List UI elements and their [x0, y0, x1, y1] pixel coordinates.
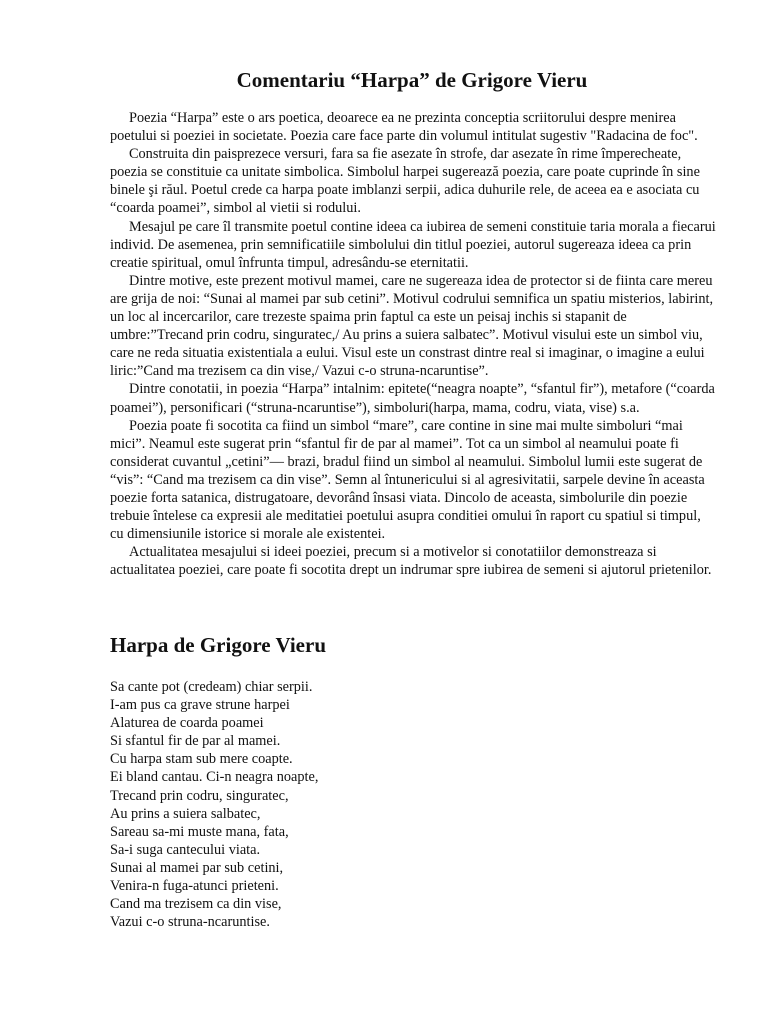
- essay-body: [110, 109, 716, 579]
- poem-line: Alaturea de coarda poamei: [110, 715, 264, 732]
- poem-title: Harpa de Grigore Vieru: [110, 633, 326, 657]
- poem-line: Sa cante pot (credeam) chiar serpii.: [110, 679, 313, 695]
- document-title: Comentariu “Harpa” de Grigore Vieru: [236, 68, 588, 92]
- essay-paragraph: Mesajul pe care îl transmite poetul contine ideea ca iubirea de semeni constituie taria morala a fiecarui individ. De asemenea, prin semnificatiile simbolului din titlul poeziei, autorul sugereaza ideea ca prin creatie spiritual, omul înfrunta timpul, adresându-se eternitatii.: [110, 218, 716, 271]
- essay-paragraph: Actualitatea mesajului si ideei poeziei, precum si a motivelor si conotatiilor demonstreaza si actualitatea poeziei, care poate fi socotita drept un indrumar spre iubirea de semeni si ajutorul prietenilor.: [110, 544, 712, 579]
- poem-line: Cu harpa stam sub mere coapte.: [110, 751, 293, 768]
- essay-paragraph: Poezia poate fi socotita ca fiind un simbol “mare”, care contine in sine mai multe simboluri “mai mici”. Neamul este sugerat prin “sfantul fir de par al mamei”. Tot ca un simbol al neamului poate fi considerat cuvantul „cetini”— brazi, bradul fiind un simbol al neamului. Simbolul lumii este sugerat de “vis”: “Cand ma trezisem ca din vise”. Semn al întunericului si al agresivitatii, sarpele devine în aceasta poezie forta satanica, distrugatoare, devorând însasi viata. Dincolo de aceasta, simbolurile din poezie trebuie întelese ca expresii ale meditatiei poetului asupra conditiei omului în raport cu spatiul si timpul, cu dimensiunile istorice si morale ale existentei.: [110, 417, 705, 543]
- poem-line: Au prins a suiera salbatec,: [110, 805, 261, 822]
- poem-body: [110, 678, 318, 931]
- poem-line: Cand ma trezisem ca din vise,: [110, 896, 282, 913]
- poem-line: Trecand prin codru, singuratec,: [110, 787, 289, 804]
- essay-paragraph: Dintre conotatii, in poezia “Harpa” intalnim: epitete(“neagra noapte”, “sfantul fir”), metafore (“coarda poamei”), personificari (“struna-ncaruntise”), simboluri(harpa, mama, codru, viata, vise) s.a.: [110, 381, 715, 416]
- poem-line: Vazui c-o struna-ncaruntise.: [110, 914, 270, 931]
- poem-line: I-am pus ca grave strune harpei: [110, 697, 290, 714]
- poem-line: Ei bland cantau. Ci-n neagra noapte,: [110, 769, 319, 786]
- essay-paragraph: Poezia “Harpa” este o ars poetica, deoarece ea ne prezinta conceptia scriitorului despre menirea poetului si poeziei in societate. Poezia care face parte din volumul intitulat sugestiv "Radacina de foc".: [110, 110, 698, 145]
- poem-line: Sa-i suga cantecului viata.: [110, 841, 261, 858]
- essay-paragraph: Dintre motive, este prezent motivul mamei, care ne sugereaza idea de protector si de fiinta care mereu are grija de noi: “Sunai al mamei par sub cetini”. Motivul codrului semnifica un spatiu misterios, labirint, un loc al incercarilor, care trezeste spaima prin faptul ca este un peisaj inchis si stapanit de umbre:”Trecand prin codru, singuratec,/ Au prins a suiera salbatec”. Motivul visului este un simbol viu, care ne reda situatia existentiala a eului. Visul este un constrast dintre real si imaginar, o imagine a eului liric:”Cand ma trezisem ca din vise,/ Vazui c-o struna-ncaruntise”.: [110, 272, 714, 380]
- poem-line: Sunai al mamei par sub cetini,: [110, 859, 284, 876]
- poem-line: Sareau sa-mi muste mana, fata,: [110, 823, 289, 840]
- essay-paragraph: Construita din paisprezece versuri, fara sa fie asezate în strofe, dar asezate în rime împerecheate, poezia se constituie ca unitate simbolica. Simbolul harpei sugerează poezia, care poate cuprinde în sine binele şi răul. Poetul crede ca harpa poate imblanzi serpii, adica duhurile rele, de aceea ea e asociata cu “coarda poamei”, simbol al vietii si rodului.: [110, 146, 700, 217]
- poem-line: Si sfantul fir de par al mamei.: [110, 733, 281, 750]
- poem-line: Venira-n fuga-atunci prieteni.: [110, 878, 279, 895]
